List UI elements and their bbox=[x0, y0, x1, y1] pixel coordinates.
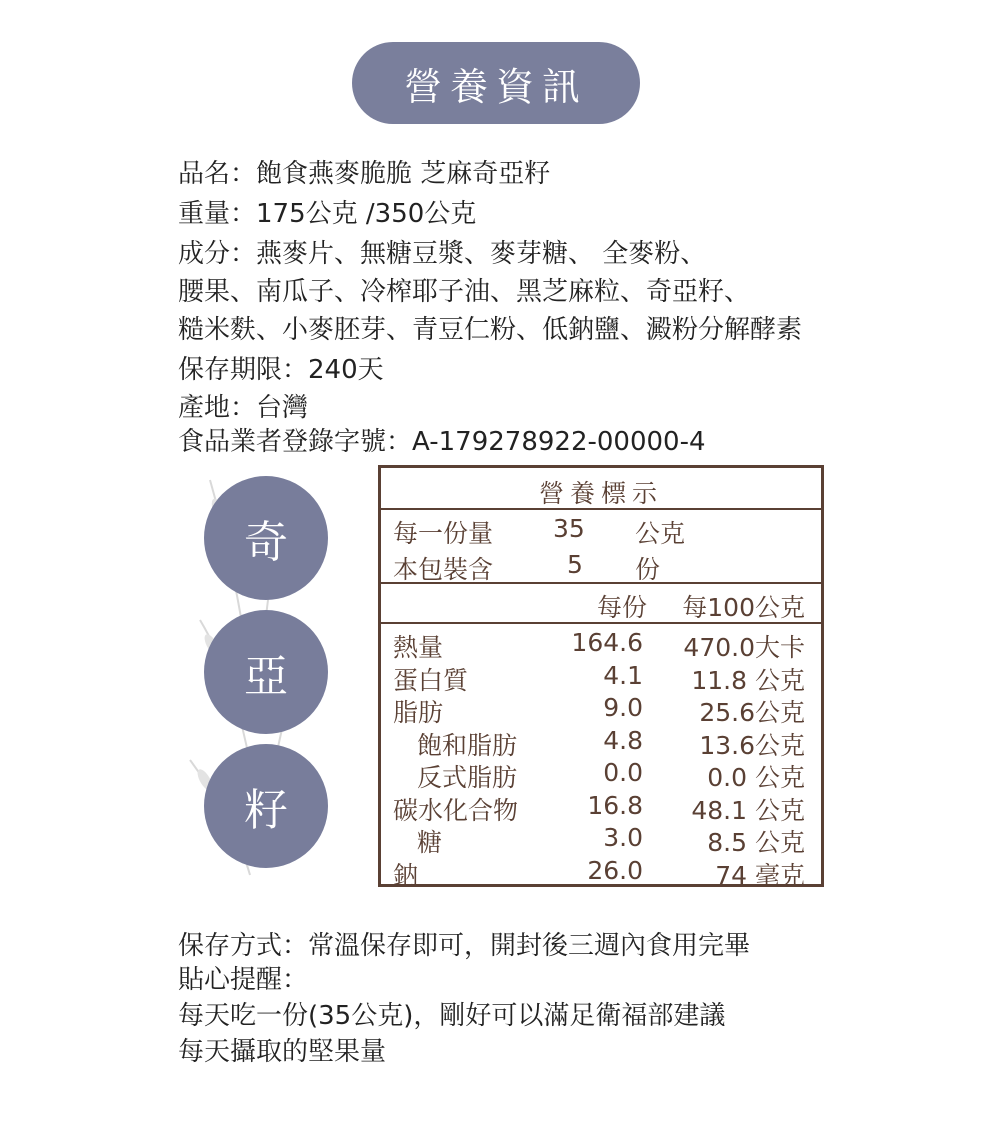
tip-label: 貼心提醒： bbox=[178, 965, 309, 995]
nutrient-name: 脂肪 bbox=[393, 698, 444, 727]
divider bbox=[381, 622, 821, 624]
servings-per-package-label: 本包裝含 bbox=[393, 555, 494, 584]
ingredients-text-1: 燕麥片、無糖豆漿、麥芽糖、 全麥粉、 bbox=[256, 239, 707, 269]
product-name: 飽食燕麥脆脆 芝麻奇亞籽 bbox=[256, 159, 551, 189]
nutrient-per-serving: 9.0 bbox=[603, 693, 643, 722]
registration-label: 食品業者登錄字號： bbox=[178, 427, 413, 457]
nutrient-name: 糖 bbox=[417, 828, 443, 857]
nutrient-name: 鈉 bbox=[393, 860, 419, 890]
side-char-2: 亞 bbox=[204, 610, 328, 734]
product-name-label: 品名： bbox=[178, 159, 257, 189]
origin-label: 產地： bbox=[178, 393, 257, 423]
nutrient-per-serving: 3.0 bbox=[603, 823, 643, 852]
nutrient-per-100g: 0.0 公克 bbox=[707, 763, 805, 792]
side-char-3: 籽 bbox=[204, 744, 328, 868]
nutrient-name: 蛋白質 bbox=[393, 665, 469, 695]
nutrient-per-100g: 74 毫克 bbox=[715, 860, 805, 890]
origin-line bbox=[178, 387, 308, 424]
nutrient-per-serving: 16.8 bbox=[587, 790, 643, 820]
nutrient-name: 碳水化合物 bbox=[393, 795, 519, 825]
registration-value: A-179278922-00000-4 bbox=[412, 427, 706, 457]
side-char-1: 奇 bbox=[204, 476, 328, 600]
divider bbox=[381, 508, 821, 510]
column-header-per-serving: 每份 bbox=[596, 593, 647, 622]
tip-line-1: 每天吃一份(35公克)，剛好可以滿足衛福部建議 bbox=[178, 1001, 726, 1031]
servings-per-package-unit: 份 bbox=[635, 555, 661, 584]
registration-line bbox=[178, 421, 706, 458]
shelf-life-value: 240天 bbox=[308, 355, 384, 385]
origin-value: 台灣 bbox=[256, 393, 309, 423]
storage-text: 常溫保存即可，開封後三週內食用完畢 bbox=[308, 931, 751, 961]
nutrient-per-serving: 0.0 bbox=[603, 758, 643, 787]
nutrition-heading: 營養標示 bbox=[538, 479, 663, 508]
nutrient-per-100g: 13.6公克 bbox=[699, 730, 805, 760]
nutrient-per-serving: 26.0 bbox=[587, 855, 643, 885]
ingredients-text-3: 糙米麩、小麥胚芽、青豆仁粉、低鈉鹽、澱粉分解酵素 bbox=[178, 315, 803, 345]
storage-line bbox=[178, 925, 750, 962]
shelf-life-line bbox=[178, 349, 384, 386]
nutrient-name: 熱量 bbox=[393, 633, 444, 662]
nutrient-per-100g: 8.5 公克 bbox=[707, 828, 805, 857]
ingredients-label: 成分： bbox=[178, 239, 257, 269]
nutrient-name: 反式脂肪 bbox=[417, 763, 518, 792]
tip-line-2: 每天攝取的堅果量 bbox=[178, 1037, 387, 1067]
nutrient-per-100g: 11.8 公克 bbox=[691, 665, 805, 695]
weight-value: 175公克 /350公克 bbox=[256, 199, 477, 229]
nutrient-per-100g: 25.6公克 bbox=[699, 698, 805, 727]
nutrient-per-100g: 48.1 公克 bbox=[691, 795, 805, 825]
nutrient-per-serving: 4.1 bbox=[603, 660, 643, 690]
nutrition-table bbox=[378, 465, 824, 890]
weight-label: 重量： bbox=[178, 199, 257, 229]
title-banner bbox=[352, 42, 640, 124]
nutrient-name: 飽和脂肪 bbox=[417, 730, 518, 760]
column-header-per-100g: 每100公克 bbox=[682, 593, 805, 622]
serving-size-value: 35 bbox=[553, 514, 585, 543]
nutrient-per-100g: 470.0大卡 bbox=[683, 633, 805, 662]
divider bbox=[381, 582, 821, 584]
serving-size-label: 每一份量 bbox=[393, 519, 494, 548]
weight-line bbox=[178, 193, 476, 230]
serving-size-unit: 公克 bbox=[635, 519, 686, 548]
ingredients-line-2 bbox=[178, 271, 750, 308]
shelf-life-label: 保存期限： bbox=[178, 355, 309, 385]
storage-label: 保存方式： bbox=[178, 931, 309, 961]
nutrient-per-serving: 164.6 bbox=[571, 628, 643, 657]
ingredients-line-1 bbox=[178, 233, 706, 270]
product-name-line bbox=[178, 153, 550, 190]
ingredients-text-2: 腰果、南瓜子、冷榨耶子油、黑芝麻粒、奇亞籽、 bbox=[178, 277, 751, 307]
nutrient-per-serving: 4.8 bbox=[603, 725, 643, 755]
page-title: 營養資訊 bbox=[403, 64, 588, 109]
servings-per-package-value: 5 bbox=[567, 550, 583, 579]
ingredients-line-3 bbox=[178, 309, 802, 346]
